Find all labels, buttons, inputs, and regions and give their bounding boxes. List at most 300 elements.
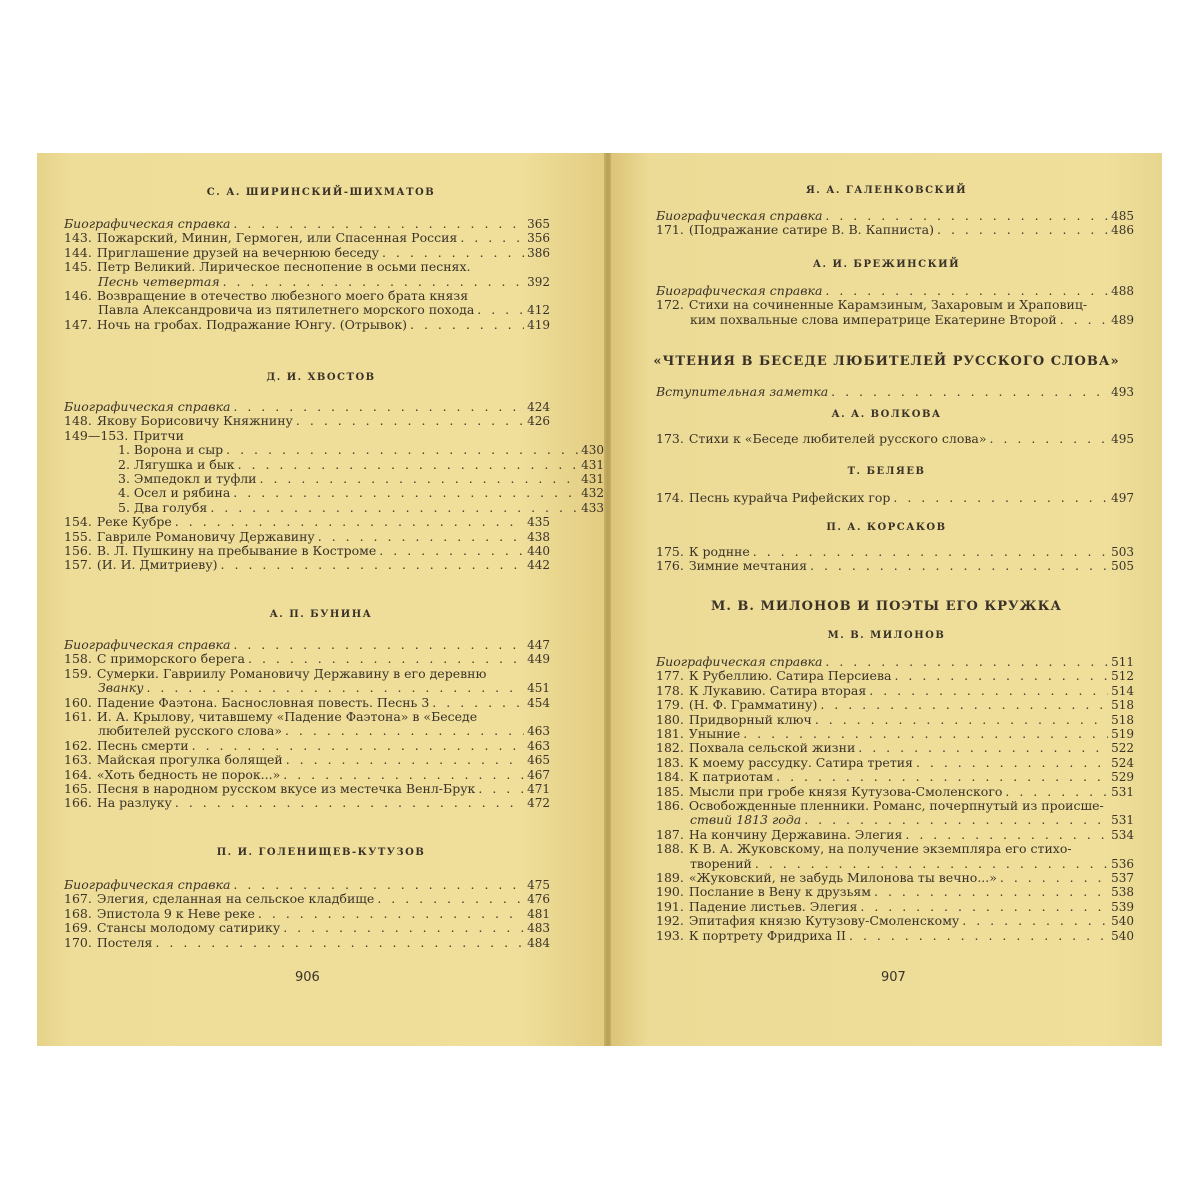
- toc-entry: [656, 655, 1134, 669]
- left-page: [37, 153, 605, 1046]
- dot-leader: [831, 385, 1108, 399]
- entry-page: 386: [527, 245, 550, 260]
- entry-number: 158.: [64, 651, 92, 667]
- toc-entry: [656, 828, 1134, 842]
- dot-leader: [937, 223, 1108, 237]
- toc-entry: [64, 472, 604, 486]
- entry-number: 156.: [64, 543, 92, 558]
- toc-entry: [656, 545, 1134, 559]
- entry-page: 538: [1111, 885, 1134, 900]
- entry-number: 145.: [64, 259, 92, 275]
- toc-entry-continuation: [690, 313, 1134, 327]
- entry-page: 449: [527, 652, 550, 667]
- entry-page: 484: [527, 935, 550, 950]
- entry-page: 531: [1111, 813, 1134, 828]
- entry-number: 165.: [64, 781, 92, 796]
- entry-number: 193.: [656, 927, 684, 943]
- entry-title: Ночь на гробах. Подражание Юнгу. (Отрывок): [96, 316, 408, 332]
- entry-number: 172.: [656, 297, 684, 313]
- entry-title: Стансы молодому сатирику: [96, 920, 281, 936]
- entry-title: Якову Борисовичу Княжнину: [96, 413, 293, 429]
- entry-number: 192.: [656, 913, 684, 929]
- dot-leader: [989, 432, 1108, 446]
- entry-page: 536: [1111, 856, 1134, 871]
- entry-page: 463: [527, 738, 550, 753]
- toc-entry: [64, 921, 550, 935]
- entry-number: 184.: [656, 769, 684, 785]
- entry-title: Падение Фаэтона. Баснословная повесть. Песнь 3: [96, 694, 430, 710]
- entry-title: Элегия, сделанная на сельское кладбище: [96, 891, 375, 907]
- dot-leader: [226, 443, 578, 457]
- entry-title: Пожарский, Минин, Гермоген, или Спасенная Россия: [96, 230, 458, 246]
- toc-entry: [64, 501, 604, 515]
- toc-entry: [656, 900, 1134, 914]
- entry-number: 170.: [64, 934, 92, 950]
- entry-page: 514: [1111, 683, 1134, 698]
- toc-entry: [64, 246, 550, 260]
- entry-page: 440: [527, 544, 550, 558]
- dot-leader: [477, 303, 524, 317]
- entry-page: 511: [1111, 655, 1134, 669]
- page-number: 907: [881, 970, 906, 985]
- dot-leader: [432, 696, 524, 710]
- entry-title: Стихи к «Беседе любителей русского слова»: [688, 431, 987, 446]
- entry-number: 159.: [64, 665, 92, 681]
- entry-number: 171.: [656, 222, 684, 238]
- entry-number: 189.: [656, 870, 684, 885]
- entry-title-continuation: творений: [690, 855, 752, 871]
- dot-leader: [1060, 313, 1108, 327]
- dot-leader: [962, 914, 1108, 928]
- toc-entry-continuation: [690, 857, 1134, 871]
- toc-entry-continuation: [690, 813, 1134, 827]
- toc-entry: [64, 231, 550, 245]
- entry-page: 518: [1111, 698, 1134, 713]
- section-heading: «ЧТЕНИЯ В БЕСЕДЕ ЛЮБИТЕЛЕЙ РУССКОГО СЛОВА»: [653, 354, 1120, 369]
- entry-number: 155.: [64, 528, 92, 544]
- entry-page: 522: [1111, 741, 1134, 756]
- entry-title: Зимние мечтания: [688, 558, 808, 574]
- entry-page: 519: [1111, 727, 1134, 741]
- entry-title-continuation: Павла Александровича из пятилетнего морского похода: [98, 302, 475, 318]
- entry-page: 534: [1111, 827, 1134, 842]
- dot-leader: [410, 318, 524, 332]
- entry-number: 179.: [656, 697, 684, 713]
- entry-page: 485: [1111, 209, 1134, 223]
- entry-page: 471: [527, 782, 550, 796]
- entry-number: 188.: [656, 841, 684, 857]
- entry-page: 432: [581, 486, 604, 501]
- toc-entry-continuation: [98, 303, 550, 317]
- toc-entry: [656, 698, 1134, 712]
- entry-number: 181.: [656, 726, 684, 741]
- toc-entry: [64, 907, 550, 921]
- dot-leader: [825, 284, 1108, 298]
- entry-page: 529: [1111, 770, 1134, 785]
- entry-title-continuation: ким похвальные слова императрице Екатерине Второй: [690, 311, 1057, 327]
- dot-leader: [810, 559, 1108, 573]
- entry-page: 365: [527, 217, 550, 231]
- right-page: [611, 153, 1162, 1046]
- dot-leader: [1005, 785, 1108, 799]
- entry-title: Уныние: [688, 726, 741, 741]
- section-heading: С. А. ШИРИНСКИЙ-ШИХМАТОВ: [206, 187, 436, 198]
- dot-leader: [233, 400, 524, 414]
- toc-entry: [64, 318, 550, 332]
- dot-leader: [175, 515, 524, 529]
- entry-title: «Хоть бедность не порок...»: [96, 766, 281, 782]
- entry-page: 503: [1111, 545, 1134, 559]
- entry-number: 166.: [64, 795, 92, 811]
- toc-entry: [64, 400, 550, 414]
- entry-title: Песня в народном русском вкусе из местечка Венл-Брук: [96, 781, 476, 796]
- dot-leader: [260, 472, 579, 486]
- section-heading: А. П. БУНИНА: [269, 609, 373, 620]
- section-heading: Д. И. ХВОСТОВ: [266, 372, 376, 383]
- dot-leader: [286, 753, 524, 767]
- entry-page: 356: [527, 231, 550, 246]
- dot-leader: [753, 545, 1108, 559]
- entry-title: (Н. Ф. Грамматину): [688, 697, 818, 713]
- entry-page: 531: [1111, 784, 1134, 799]
- toc-entry-continuation: [98, 681, 550, 695]
- entry-number: 154.: [64, 514, 92, 530]
- toc-entry: [64, 414, 550, 428]
- toc-entry: [656, 871, 1134, 885]
- entry-title: Приглашение друзей на вечернюю беседу: [96, 244, 379, 260]
- entry-title: Падение листьев. Элегия: [688, 898, 858, 914]
- entry-page: 431: [581, 457, 604, 472]
- entry-number: 157.: [64, 557, 92, 573]
- toc-entry: [656, 770, 1134, 784]
- toc-entry: [64, 558, 550, 572]
- dot-leader: [849, 929, 1108, 943]
- entry-page: 495: [1111, 432, 1134, 446]
- entry-number: 173.: [656, 431, 684, 446]
- entry-title: Песнь курайча Рифейских гор: [688, 490, 891, 505]
- dot-leader: [221, 558, 525, 572]
- entry-title: Возвращение в отечество любезного моего брата князя: [96, 288, 469, 303]
- entry-page: 430: [581, 443, 604, 458]
- section-heading: П. И. ГОЛЕНИЩЕВ-КУТУЗОВ: [216, 847, 426, 858]
- dot-leader: [233, 878, 524, 892]
- entry-page: 518: [1111, 712, 1134, 727]
- toc-entry: [64, 652, 550, 666]
- dot-leader: [1000, 871, 1108, 885]
- dot-leader: [820, 698, 1108, 712]
- dot-leader: [916, 756, 1108, 770]
- entry-title: 4. Осел и рябина: [118, 485, 231, 501]
- dot-leader: [146, 681, 524, 695]
- entry-title: К патриотам: [688, 769, 774, 785]
- toc-entry: [656, 799, 1134, 813]
- entry-number: 169.: [64, 920, 92, 936]
- entry-number: 144.: [64, 244, 92, 260]
- dot-leader: [285, 724, 524, 738]
- toc-entry: [656, 223, 1134, 237]
- toc-entry: [64, 696, 550, 710]
- entry-number: 185.: [656, 783, 684, 799]
- entry-page: 475: [527, 878, 550, 892]
- entry-page: 424: [527, 400, 550, 414]
- entry-title: 2. Лягушка и бык: [118, 456, 235, 472]
- entry-title: К Рубеллию. Сатира Персиева: [688, 668, 892, 684]
- entry-title: 3. Эмпедокл и туфли: [118, 471, 257, 486]
- section-heading: М. В. МИЛОНОВ: [827, 630, 946, 641]
- dot-leader: [155, 936, 524, 950]
- page-number: 906: [295, 970, 320, 985]
- entry-title: И. А. Крылову, читавшему «Падение Фаэтона» в «Беседе: [96, 709, 478, 724]
- entry-page: 433: [581, 500, 604, 515]
- entry-title-continuation: ствий 1813 года: [690, 812, 802, 828]
- entry-page: 488: [1111, 284, 1134, 298]
- entry-number: 164.: [64, 766, 92, 782]
- entry-title: Биографическая справка: [64, 877, 231, 892]
- entry-title: Биографическая справка: [64, 216, 231, 231]
- toc-entry: [64, 486, 604, 500]
- toc-entry: [64, 667, 550, 681]
- entry-number: 146.: [64, 288, 92, 303]
- dot-leader: [223, 275, 524, 289]
- toc-entry: [656, 684, 1134, 698]
- entry-page: 412: [527, 303, 550, 318]
- entry-number: 190.: [656, 884, 684, 900]
- entry-page: 463: [527, 724, 550, 739]
- toc-entry: [64, 782, 550, 796]
- entry-page: 451: [527, 681, 550, 696]
- entry-title: Биографическая справка: [656, 208, 823, 223]
- entry-number: 175.: [656, 544, 684, 559]
- entry-title: Постеля: [96, 934, 153, 950]
- entry-page: 489: [1111, 312, 1134, 327]
- entry-number: 161.: [64, 709, 92, 724]
- entry-title: К В. А. Жуковскому, на получение экземпляра его стихо-: [688, 841, 1072, 857]
- entry-page: 426: [527, 414, 550, 429]
- section-heading: Т. БЕЛЯЕВ: [847, 466, 926, 477]
- toc-entry: [64, 260, 550, 274]
- entry-page: 467: [527, 767, 550, 782]
- entry-number: 163.: [64, 752, 92, 768]
- toc-entry: [656, 298, 1134, 312]
- entry-title: Сумерки. Гавриилу Романовичу Державину в его деревню: [96, 665, 487, 681]
- entry-page: 540: [1111, 928, 1134, 943]
- dot-leader: [905, 828, 1108, 842]
- entry-title: Петр Великий. Лирическое песнопение в осьми песнях.: [96, 259, 471, 275]
- dot-leader: [860, 900, 1108, 914]
- entry-title: Биографическая справка: [656, 283, 823, 298]
- toc-entry: [656, 491, 1134, 505]
- dot-leader: [825, 209, 1108, 223]
- entry-number: 177.: [656, 668, 684, 684]
- dot-leader: [377, 892, 524, 906]
- dot-leader: [460, 231, 524, 245]
- toc-entry: [64, 768, 550, 782]
- toc-entry: [656, 284, 1134, 298]
- toc-entry: [656, 756, 1134, 770]
- entry-number: 167.: [64, 891, 92, 907]
- toc-entry: [64, 544, 550, 558]
- toc-entry: [64, 710, 550, 724]
- toc-entry: [64, 530, 550, 544]
- section-heading: П. А. КОРСАКОВ: [826, 522, 947, 533]
- toc-entry: [64, 638, 550, 652]
- entry-page: 465: [527, 753, 550, 768]
- section-heading: А. И. БРЕЖИНСКИЙ: [812, 259, 961, 270]
- entry-number: 186.: [656, 798, 684, 813]
- toc-entry: [64, 739, 550, 753]
- dot-leader: [175, 796, 524, 810]
- toc-entry: [64, 936, 550, 950]
- entry-title: Биографическая справка: [64, 399, 231, 414]
- entry-number: 148.: [64, 413, 92, 429]
- toc-entry: [656, 209, 1134, 223]
- dot-leader: [858, 741, 1108, 755]
- entry-number: 187.: [656, 826, 684, 842]
- entry-title: Биографическая справка: [656, 654, 823, 669]
- toc-entry: [656, 385, 1134, 399]
- entry-title: Песнь смерти: [96, 737, 189, 753]
- dot-leader: [894, 669, 1108, 683]
- entry-number: 176.: [656, 558, 684, 574]
- entry-number: 149—153.: [64, 427, 129, 443]
- dot-leader: [296, 414, 524, 428]
- entry-number: 182.: [656, 740, 684, 756]
- toc-entry: [64, 458, 604, 472]
- entry-page: 486: [1111, 223, 1134, 238]
- dot-leader: [238, 458, 579, 472]
- entry-title: (Подражание сатире В. В. Капниста): [688, 222, 934, 238]
- entry-number: 180.: [656, 711, 684, 727]
- toc-entry: [64, 892, 550, 906]
- entry-title: Придворный ключ: [688, 711, 812, 727]
- entry-page: 431: [581, 472, 604, 486]
- entry-title: Гавриле Романовичу Державину: [96, 528, 315, 544]
- entry-title: Реке Кубре: [96, 514, 172, 530]
- dot-leader: [478, 782, 524, 796]
- entry-title: С приморского берега: [96, 651, 246, 667]
- dot-leader: [318, 530, 524, 544]
- dot-leader: [192, 739, 524, 753]
- toc-entry: [656, 432, 1134, 446]
- toc-entry: [64, 443, 604, 457]
- entry-number: 160.: [64, 694, 92, 710]
- toc-entry: [656, 914, 1134, 928]
- dot-leader: [283, 768, 524, 782]
- dot-leader: [804, 813, 1108, 827]
- entry-page: 392: [527, 274, 550, 289]
- toc-entry: [656, 713, 1134, 727]
- dot-leader: [283, 921, 524, 935]
- toc-entry: [656, 785, 1134, 799]
- dot-leader: [379, 544, 524, 558]
- entry-page: 493: [1111, 385, 1134, 399]
- dot-leader: [893, 491, 1108, 505]
- entry-title: К роднне: [688, 544, 750, 559]
- toc-entry: [656, 727, 1134, 741]
- entry-title: Освобожденные пленники. Романс, почерпнутый из происше-: [688, 798, 1104, 813]
- toc-entry: [656, 929, 1134, 943]
- toc-entry: [656, 559, 1134, 573]
- entry-title: К моему рассудку. Сатира третия: [688, 754, 913, 770]
- entry-number: 191.: [656, 898, 684, 914]
- entry-page: 483: [527, 921, 550, 936]
- toc-entry: [656, 842, 1134, 856]
- entry-page: 476: [527, 892, 550, 907]
- toc-entry: [64, 429, 550, 443]
- entry-title: «Жуковский, не забудь Милонова ты вечно...»: [688, 870, 997, 885]
- entry-title: Притчи: [133, 427, 184, 443]
- dot-leader: [755, 857, 1108, 871]
- entry-title: На разлуку: [96, 795, 172, 811]
- entry-page: 497: [1111, 491, 1134, 505]
- dot-leader: [382, 246, 524, 260]
- entry-page: 505: [1111, 559, 1134, 574]
- entry-title: Похвала сельской жизни: [688, 740, 856, 756]
- dot-leader: [233, 638, 524, 652]
- entry-title: В. Л. Пушкину на пребывание в Костроме: [96, 543, 377, 558]
- toc-entry: [64, 289, 550, 303]
- entry-title-continuation: Званку: [98, 680, 144, 696]
- dot-leader: [233, 486, 578, 500]
- dot-leader: [210, 501, 578, 515]
- toc-entry: [656, 741, 1134, 755]
- section-heading: А. А. ВОЛКОВА: [831, 409, 942, 420]
- toc-entry: [64, 878, 550, 892]
- dot-leader: [869, 684, 1108, 698]
- entry-page: 540: [1111, 914, 1134, 929]
- toc-entry: [64, 796, 550, 810]
- dot-leader: [743, 727, 1108, 741]
- entry-title-continuation: Песнь четвертая: [98, 273, 220, 289]
- entry-title: Мысли при гробе князя Кутузова-Смоленского: [688, 783, 1003, 799]
- entry-page: 524: [1111, 755, 1134, 770]
- section-heading: М. В. МИЛОНОВ И ПОЭТЫ ЕГО КРУЖКА: [710, 599, 1063, 614]
- toc-entry: [656, 669, 1134, 683]
- entry-page: 539: [1111, 899, 1134, 914]
- entry-title: Эпитафия князю Кутузову-Смоленскому: [688, 913, 960, 929]
- entry-title: Биографическая справка: [64, 637, 231, 652]
- entry-page: 435: [527, 515, 550, 530]
- toc-entry: [64, 515, 550, 529]
- entry-title: Эпистола 9 к Неве реке: [96, 905, 255, 921]
- entry-number: 178.: [656, 682, 684, 698]
- toc-entry: [64, 217, 550, 231]
- entry-number: 168.: [64, 905, 92, 921]
- entry-title-continuation: любителей русского слова»: [98, 723, 282, 739]
- entry-title: Послание в Вену к друзьям: [688, 884, 872, 900]
- entry-number: 143.: [64, 230, 92, 246]
- section-heading: Я. А. ГАЛЕНКОВСКИЙ: [805, 185, 968, 196]
- entry-title: К Лукавию. Сатира вторая: [688, 682, 867, 698]
- entry-title: К портрету Фридриха II: [688, 927, 846, 943]
- entry-title: Стихи на сочиненные Карамзиным, Захаровым и Храповиц-: [688, 297, 1088, 313]
- entry-title: 5. Два голубя: [118, 499, 208, 515]
- entry-title: (И. И. Дмитриеву): [96, 557, 218, 573]
- toc-entry: [64, 753, 550, 767]
- dot-leader: [258, 907, 524, 921]
- dot-leader: [248, 652, 524, 666]
- entry-page: 447: [527, 638, 550, 652]
- entry-number: 162.: [64, 737, 92, 753]
- entry-page: 438: [527, 529, 550, 544]
- dot-leader: [233, 217, 524, 231]
- entry-number: 147.: [64, 316, 92, 332]
- entry-page: 454: [527, 695, 550, 710]
- entry-page: 512: [1111, 669, 1134, 684]
- entry-number: 174.: [656, 490, 684, 505]
- dot-leader: [815, 713, 1108, 727]
- entry-page: 419: [527, 317, 550, 332]
